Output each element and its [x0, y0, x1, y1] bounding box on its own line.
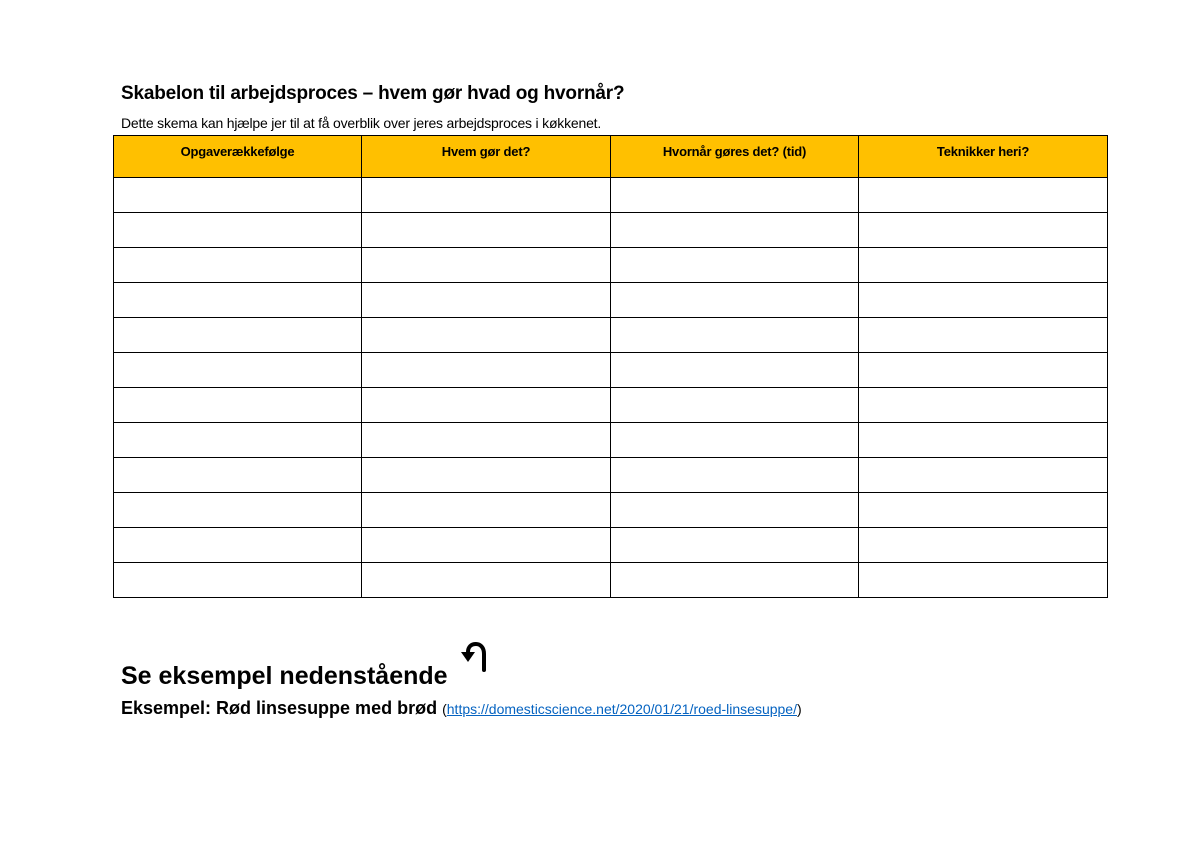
recipe-link[interactable]: https://domesticscience.net/2020/01/21/roed-linsesuppe/ [446, 701, 797, 717]
column-header: Hvem gør det? [362, 136, 611, 178]
table-body [114, 178, 1108, 598]
table-cell[interactable] [114, 493, 362, 528]
example-heading [121, 652, 492, 691]
table-cell[interactable] [114, 178, 362, 213]
table-cell[interactable] [114, 283, 362, 318]
table-cell[interactable] [611, 283, 859, 318]
table-header-row [114, 136, 1108, 178]
table-cell[interactable] [114, 248, 362, 283]
table-cell[interactable] [611, 528, 859, 563]
table-cell[interactable] [859, 528, 1108, 563]
table-row [114, 213, 1108, 248]
table-cell[interactable] [859, 388, 1108, 423]
table-cell[interactable] [114, 458, 362, 493]
table-cell[interactable] [859, 283, 1108, 318]
table-cell[interactable] [611, 458, 859, 493]
table-row [114, 563, 1108, 598]
return-arrow-icon [460, 640, 492, 679]
table-row [114, 353, 1108, 388]
table-cell[interactable] [362, 248, 611, 283]
table-cell[interactable] [611, 178, 859, 213]
table-cell[interactable] [859, 248, 1108, 283]
table-cell[interactable] [362, 318, 611, 353]
table-cell[interactable] [114, 528, 362, 563]
table-cell[interactable] [114, 318, 362, 353]
column-header: Teknikker heri? [859, 136, 1108, 178]
table-cell[interactable] [114, 563, 362, 598]
table-cell[interactable] [859, 458, 1108, 493]
table-cell[interactable] [611, 563, 859, 598]
column-header: Opgaverækkefølge [114, 136, 362, 178]
open-paren: ( [442, 701, 447, 717]
table-cell[interactable] [362, 528, 611, 563]
table-cell[interactable] [114, 423, 362, 458]
table-cell[interactable] [611, 423, 859, 458]
table-cell[interactable] [362, 458, 611, 493]
example-label: Eksempel: Rød linsesuppe med brød [121, 698, 438, 718]
example-line [121, 698, 802, 719]
example-heading-text: Se eksempel nedenstående [121, 662, 448, 690]
table-cell[interactable] [859, 563, 1108, 598]
page-title: Skabelon til arbejdsproces – hvem gør hvad og hvornår? [121, 83, 625, 104]
work-process-table [113, 135, 1108, 598]
table-cell[interactable] [859, 423, 1108, 458]
table-cell[interactable] [362, 178, 611, 213]
table-cell[interactable] [362, 213, 611, 248]
table-cell[interactable] [611, 213, 859, 248]
table-row [114, 423, 1108, 458]
table-row [114, 248, 1108, 283]
table-cell[interactable] [362, 283, 611, 318]
table-row [114, 283, 1108, 318]
table-cell[interactable] [362, 493, 611, 528]
table-row [114, 388, 1108, 423]
table-row [114, 458, 1108, 493]
table-cell[interactable] [114, 213, 362, 248]
table-cell[interactable] [859, 493, 1108, 528]
table-row [114, 178, 1108, 213]
table-cell[interactable] [859, 178, 1108, 213]
table-cell[interactable] [611, 318, 859, 353]
table-cell[interactable] [611, 248, 859, 283]
table-cell[interactable] [859, 213, 1108, 248]
table-cell[interactable] [611, 353, 859, 388]
table-cell[interactable] [362, 388, 611, 423]
table-cell[interactable] [362, 563, 611, 598]
table-cell[interactable] [362, 353, 611, 388]
table-cell[interactable] [114, 353, 362, 388]
close-paren: ) [796, 701, 802, 717]
table-cell[interactable] [114, 388, 362, 423]
table-cell[interactable] [611, 388, 859, 423]
table-row [114, 528, 1108, 563]
table-row [114, 318, 1108, 353]
table-cell[interactable] [611, 493, 859, 528]
table-cell[interactable] [859, 353, 1108, 388]
table-cell[interactable] [859, 318, 1108, 353]
table-cell[interactable] [362, 423, 611, 458]
column-header: Hvornår gøres det? (tid) [611, 136, 859, 178]
table-row [114, 493, 1108, 528]
page-subtitle: Dette skema kan hjælpe jer til at få overblik over jeres arbejdsproces i køkkenet. [121, 115, 602, 131]
